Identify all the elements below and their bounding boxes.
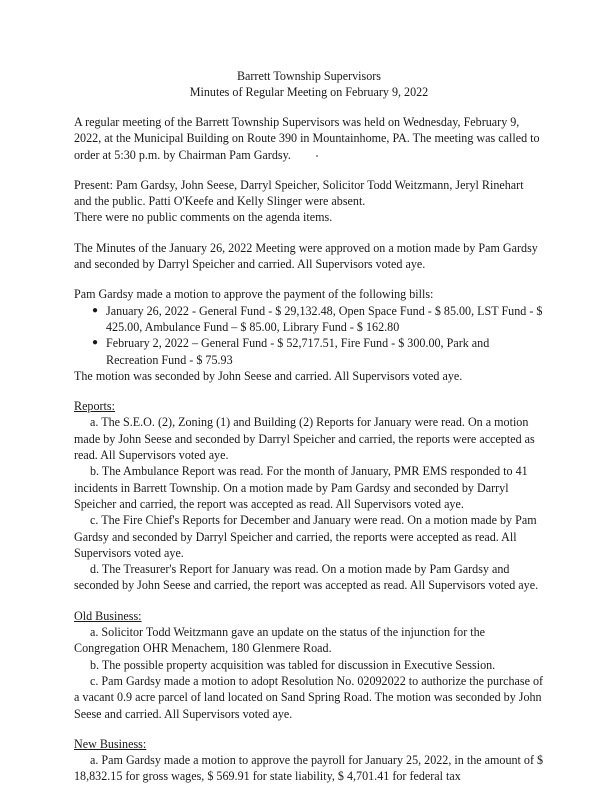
bills-list [74, 303, 544, 368]
old-business-heading: Old Business: [74, 608, 142, 623]
old-business-item: b. The possible property acquisition was tabled for discussion in Executive Session. [90, 657, 496, 672]
bullet-icon: ● [92, 337, 99, 349]
public-comments-text: There were no public comments on the agenda items. [74, 210, 333, 225]
reports-section [74, 398, 544, 594]
bill-text: February 2, 2022 – General Fund - $ 52,717.51, Fire Fund - $ 300.00, Park and Recreation Fund - $ 75.93 [106, 336, 490, 367]
present-text: Present: Pam Gardsy, John Seese, Darryl Speicher, Solicitor Todd Weitzmann, Jeryl Rinehart and the public. Patti O'Keefe and Kelly Slinger were absent. [74, 177, 524, 209]
bills-closing: The motion was seconded by John Seese and carried. All Supervisors voted aye. [74, 368, 463, 383]
intro-paragraph: A regular meeting of the Barrett Township Supervisors was held on Wednesday, February 9, 2022, at the Municipal Building on Route 390 in Mountainhome, PA. The meeting was called to order at 5:30 p.m. by Chairman Pam Gardsy. [74, 115, 540, 162]
bills-section [74, 286, 544, 384]
bullet-icon: ● [92, 304, 99, 316]
reports-heading: Reports: [74, 399, 115, 414]
old-business-section [74, 608, 544, 722]
report-item: a. The S.E.O. (2), Zoning (1) and Building (2) Reports for January were read. On a motion made by John Seese and seconded by Darryl Speicher and carried, the reports were accepted as read. All Supervisors voted aye. [74, 415, 535, 463]
bill-item [92, 335, 544, 368]
minutes-approval-paragraph: The Minutes of the January 26, 2022 Meeting were approved on a motion made by Pam Gardsy and seconded by Darryl Speicher and carried. All Supervisors voted aye. [74, 240, 538, 272]
bill-item [92, 303, 544, 336]
document-subtitle: Minutes of Regular Meeting on February 9, 2022 [189, 85, 429, 99]
bill-text: January 26, 2022 - General Fund - $ 29,132.48, Open Space Fund - $ 85.00, LST Fund - $ 425.00, Ambulance Fund – $ 85.00, Library Fund - $ 162.80 [106, 303, 543, 334]
report-item: d. The Treasurer's Report for January was read. On a motion made by Pam Gardsy and seconded by John Seese and carried, the report was accepted as read. All Supervisors voted aye. [74, 562, 539, 593]
bills-intro: Pam Gardsy made a motion to approve the payment of the following bills: [74, 287, 434, 302]
report-item: b. The Ambulance Report was read. For the month of January, PMR EMS responded to 41 incidents in Barrett Township. On a motion made by Pam Gardsy and seconded by Darryl Speicher and carried, the report was accepted as read. All Supervisors voted aye. [74, 464, 528, 511]
old-business-item: a. Solicitor Todd Weitzmann gave an update on the status of the injunction for the Congregation OHR Menachem, 180 Glenmere Road. [74, 625, 486, 656]
document-title: Barrett Township Supervisors [236, 69, 382, 83]
attendance-paragraph [74, 177, 544, 226]
minutes-body [74, 68, 544, 799]
new-business-item: a. Pam Gardsy made a motion to approve the payroll for January 25, 2022, in the amount of $ 18,832.15 for gross wages, $ 569.91 for state liability, $ 4,701.41 for federal tax [74, 753, 544, 784]
new-business-section [74, 736, 544, 785]
document-header [74, 68, 544, 100]
old-business-item: c. Pam Gardsy made a motion to adopt Resolution No. 02092022 to authorize the purchase of a vacant 0.9 acre parcel of land located on Sand Spring Road. The motion was seconded by John Seese and carried. All Supervisors voted aye. [74, 673, 544, 721]
new-business-heading: New Business: [74, 736, 147, 751]
report-item: c. The Fire Chief's Reports for December and January were read. On a motion made by Pam Gardsy and seconded by Darryl Speicher and carried, the reports were accepted as read. All Supervisors voted aye. [74, 513, 537, 560]
